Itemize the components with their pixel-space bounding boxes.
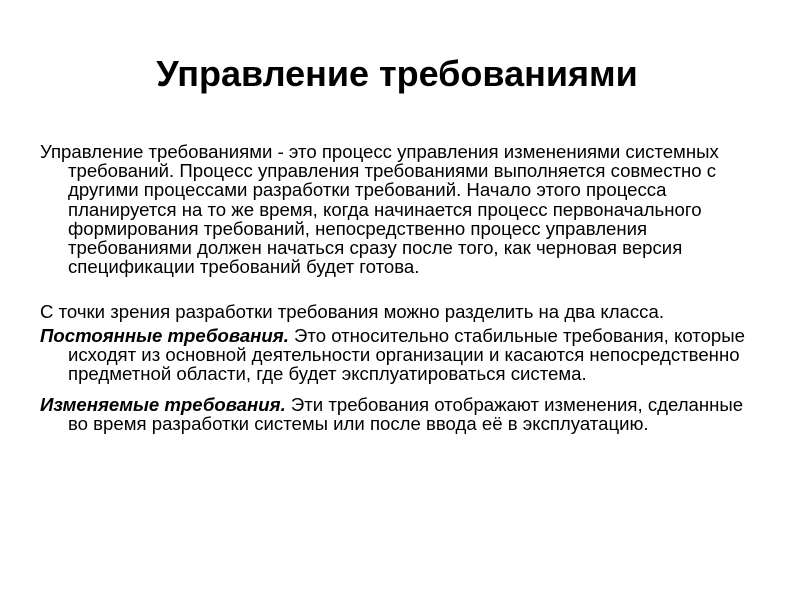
paragraph-classes: С точки зрения разработки требования можно разделить на два класса. [40, 301, 664, 323]
slide-body [40, 142, 760, 434]
term-changeable: Изменяемые требования. [40, 394, 286, 416]
slide-title: Управление требованиями [156, 53, 638, 94]
text-changeable: Эти требования отображают изменения, сделанные во время разработки системы или после ввода её в эксплуатацию. [68, 394, 744, 435]
paragraph-changeable-requirements [40, 395, 760, 433]
text-permanent: Это относительно стабильные требования, которые исходят из основной деятельности организации и касаются непосредственно предметной области, где будет эксплуатироваться система. [68, 324, 745, 385]
paragraph-definition: Управление требованиями - это процесс управления изменениями системных требований. Процесс управления требованиями выполняется совместно с другими процессами разработки требований. Начало этого процесса планируется на то же время, когда начинается процесс первоначального формирования требований, непосредственно процесс управления требованиями должен начаться сразу после того, как черновая версия спецификации требований будет готова. [40, 141, 719, 278]
paragraph-permanent-requirements [40, 326, 760, 384]
term-permanent: Постоянные требования. [40, 324, 289, 346]
